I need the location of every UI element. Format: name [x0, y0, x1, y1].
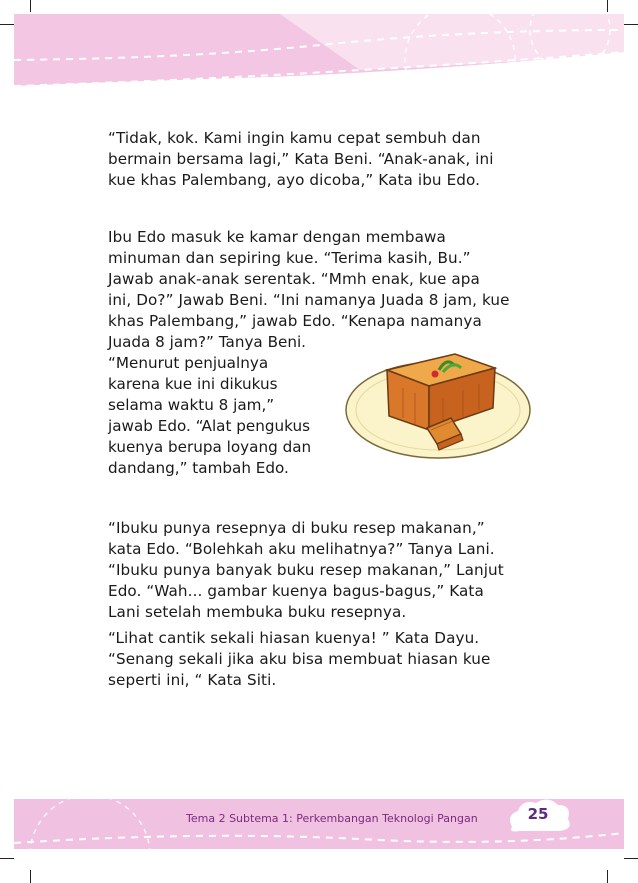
paragraph-3 — [108, 518, 548, 623]
text-line: Ibu Edo masuk ke kamar dengan membawa — [108, 228, 446, 246]
paragraph-1 — [108, 128, 548, 191]
text-line: jawab Edo. “Alat pengukus — [108, 417, 310, 435]
text-line: bermain bersama lagi,” Kata Beni. “Anak-anak, ini — [108, 150, 494, 168]
text-line: “Ibuku punya resepnya di buku resep makanan,” — [108, 519, 485, 537]
text-line: minuman dan sepiring kue. “Terima kasih, Bu.” — [108, 249, 471, 267]
text-line: Juada 8 jam?” Tanya Beni. — [108, 333, 307, 351]
text-line: “Ibuku punya banyak buku resep makanan,” Lanjut — [108, 561, 504, 579]
text-line: “Lihat cantik sekali hiasan kuenya! ” Kata Dayu. — [108, 629, 480, 647]
text-line: karena kue ini dikukus — [108, 375, 278, 393]
text-line: seperti ini, “ Kata Siti. — [108, 671, 277, 689]
cake-plate-illustration — [343, 338, 533, 463]
text-line: kata Edo. “Bolehkah aku melihatnya?” Tanya Lani. — [108, 540, 495, 558]
paragraph-4 — [108, 628, 548, 691]
paragraph-2-wrap — [108, 332, 348, 479]
text-line: “Tidak, kok. Kami ingin kamu cepat sembuh dan — [108, 129, 481, 147]
page-number: 25 — [527, 805, 549, 823]
text-line: Edo. “Wah... gambar kuenya bagus-bagus,” Kata — [108, 582, 484, 600]
header-decoration — [0, 0, 638, 110]
text-line: kuenya berupa loyang dan — [108, 438, 312, 456]
text-line: “Menurut penjualnya — [108, 354, 269, 372]
text-line: dandang,” tambah Edo. — [108, 459, 289, 477]
text-line: “Senang sekali jika aku bisa membuat hiasan kue — [108, 650, 491, 668]
crop-mark — [0, 858, 14, 859]
text-line: khas Palembang,” jawab Edo. “Kenapa namanya — [108, 312, 482, 330]
text-line: ini, Do?” Jawab Beni. “Ini namanya Juada 8 jam, kue — [108, 291, 510, 309]
footer-theme-text: Tema 2 Subtema 1: Perkembangan Teknologi Pangan — [186, 812, 478, 825]
text-line: kue khas Palembang, ayo dicoba,” Kata ibu Edo. — [108, 171, 481, 189]
text-line: Lani setelah membuka buku resepnya. — [108, 603, 407, 621]
paragraph-2 — [108, 227, 548, 332]
crop-mark — [30, 870, 31, 883]
text-line: Jawab anak-anak serentak. “Mmh enak, kue apa — [108, 270, 480, 288]
crop-mark — [624, 858, 638, 859]
crop-mark — [607, 870, 608, 883]
text-line: selama waktu 8 jam,” — [108, 396, 275, 414]
